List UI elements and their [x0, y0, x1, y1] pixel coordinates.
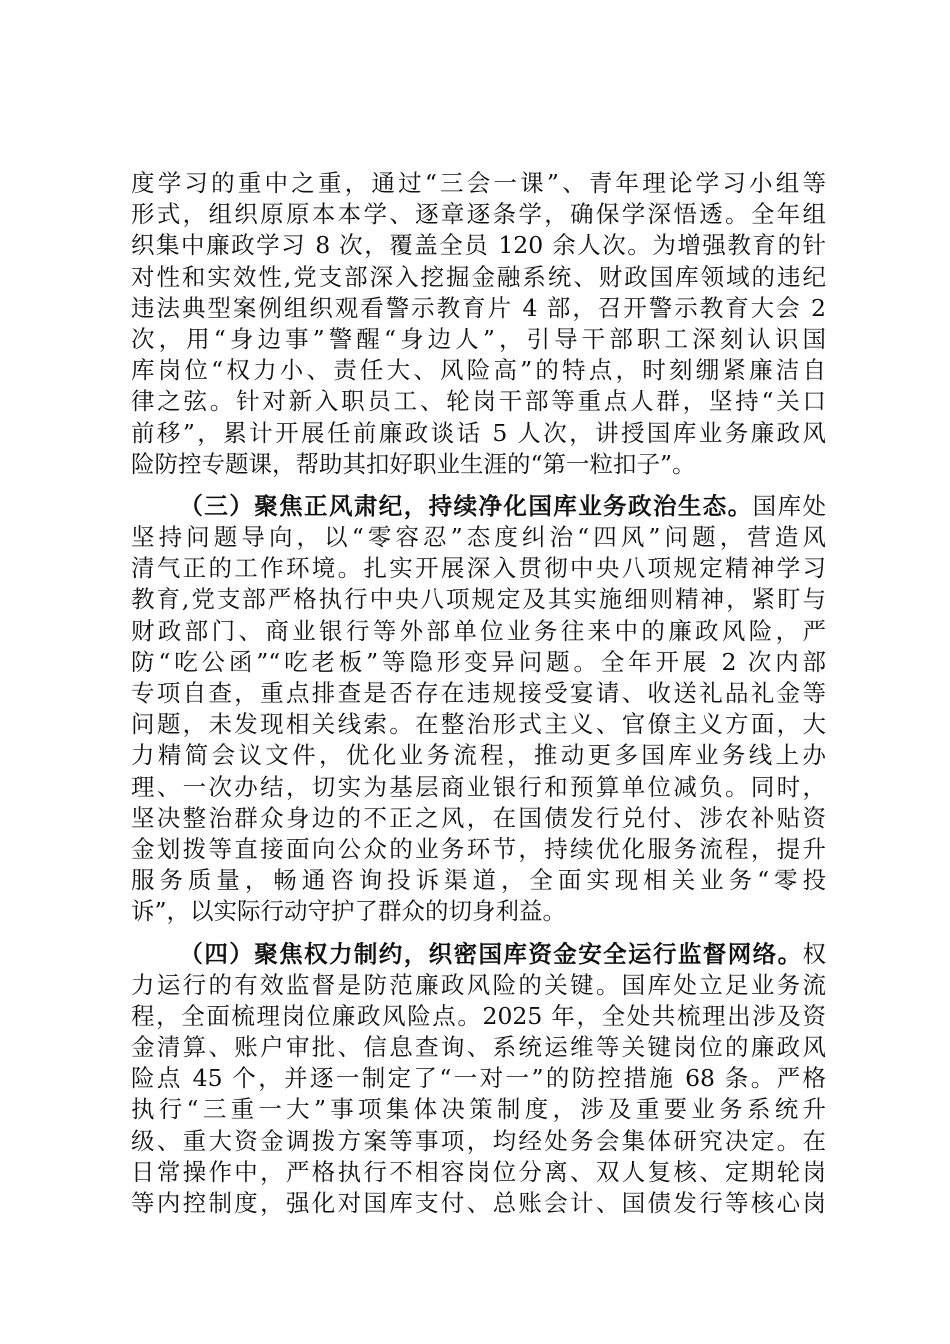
text-line: 财政部门、商业银行等外部单位业务往来中的廉政风险，严	[131, 616, 826, 645]
text-line: 等内控制度，强化对国库支付、总账会计、国债发行等核心岗	[131, 1189, 826, 1217]
text-line: 专项自查，重点排查是否存在违规接受宴请、收送礼品礼金等	[131, 679, 826, 707]
text-line: 前移”，累计开展任前廉政谈话 5 人次，讲授国库业务廉政风	[131, 418, 826, 447]
text-line: 教育,党支部严格执行中央八项规定及其实施细则精神，紧盯与	[131, 585, 826, 614]
text-line: 坚持问题导向，以“零容忍”态度纠治“四风”问题，营造风	[131, 523, 826, 552]
paragraph-first-line	[131, 491, 826, 522]
text-line: 度学习的重中之重，通过“三会一课”、青年理论学习小组等	[131, 169, 826, 197]
text-line: 清气正的工作环境。扎实开展深入贯彻中央八项规定精神学习	[131, 554, 826, 583]
text-line: 形式，组织原原本本学、逐章逐条学，确保学深悟透。全年组	[131, 200, 826, 229]
text-line: 力运行的有效监督是防范廉政风险的关键。国库处立足业务流	[131, 970, 826, 999]
text-line: 险防控专题课，帮助其扣好职业生涯的“第一粒扣子”。	[131, 449, 696, 478]
text-run: 权	[802, 939, 826, 968]
document-page	[131, 168, 826, 1219]
text-line: 防“吃公函”“吃老板”等隐形变异问题。全年开展 2 次内部	[131, 647, 826, 676]
text-line: 库岗位“权力小、责任大、风险高”的特点，时刻绷紧廉洁自	[131, 356, 826, 385]
text-line: 坚决整治群众身边的不正之风，在国债发行兑付、涉农补贴资	[131, 803, 826, 832]
text-line: 违法典型案例组织观看警示教育片 4 部，召开警示教育大会 2	[131, 293, 826, 322]
text-line: 问题，未发现相关线索。在整治形式主义、官僚主义方面，大	[131, 710, 826, 739]
text-line: 织集中廉政学习 8 次，覆盖全员 120 余人次。为增强教育的针	[131, 231, 826, 260]
paragraph-3	[131, 939, 826, 1220]
text-line: 险点 45 个，并逐一制定了“一对一”的防控措施 68 条。严格	[131, 1064, 826, 1093]
text-line: 律之弦。针对新入职员工、轮岗干部等重点人群，坚持“关口	[131, 387, 826, 416]
section-heading-3: （三）聚焦正风肃纪，持续净化国库业务政治生态。	[178, 491, 753, 520]
text-line: 级、重大资金调拨方案等事项，均经处务会集体研究决定。在	[131, 1126, 826, 1155]
text-line: 金清算、账户审批、信息查询、系统运维等关键岗位的廉政风	[131, 1033, 826, 1062]
paragraph-1	[131, 168, 826, 480]
text-line: 理、一次办结，切实为基层商业银行和预算单位减负。同时，	[131, 772, 826, 801]
text-line: 次，用“身边事”警醒“身边人”，引导干部职工深刻认识国	[131, 324, 826, 353]
text-line: 力精简会议文件，优化业务流程，推动更多国库业务线上办	[131, 741, 826, 770]
text-line: 执行“三重一大”事项集体决策制度，涉及重要业务系统升	[131, 1095, 826, 1124]
text-line: 日常操作中，严格执行不相容岗位分离、双人复核、定期轮岗	[131, 1157, 826, 1186]
text-run: 国库处	[752, 491, 827, 520]
section-heading-4: （四）聚焦权力制约，织密国库资金安全运行监督网络。	[178, 939, 803, 968]
paragraph-first-line	[131, 939, 826, 970]
text-line: 服务质量，畅通咨询投诉渠道，全面实现相关业务“零投	[131, 866, 826, 895]
paragraph-2	[131, 491, 826, 928]
text-line: 诉”，以实际行动守护了群众的切身利益。	[131, 897, 567, 926]
text-line: 金划拨等直接面向公众的业务环节，持续优化服务流程，提升	[131, 834, 826, 863]
text-line: 程，全面梳理岗位廉政风险点。2025 年，全处共梳理出涉及资	[131, 1001, 826, 1030]
text-line: 对性和实效性,党支部深入挖掘金融系统、财政国库领域的违纪	[131, 262, 826, 291]
